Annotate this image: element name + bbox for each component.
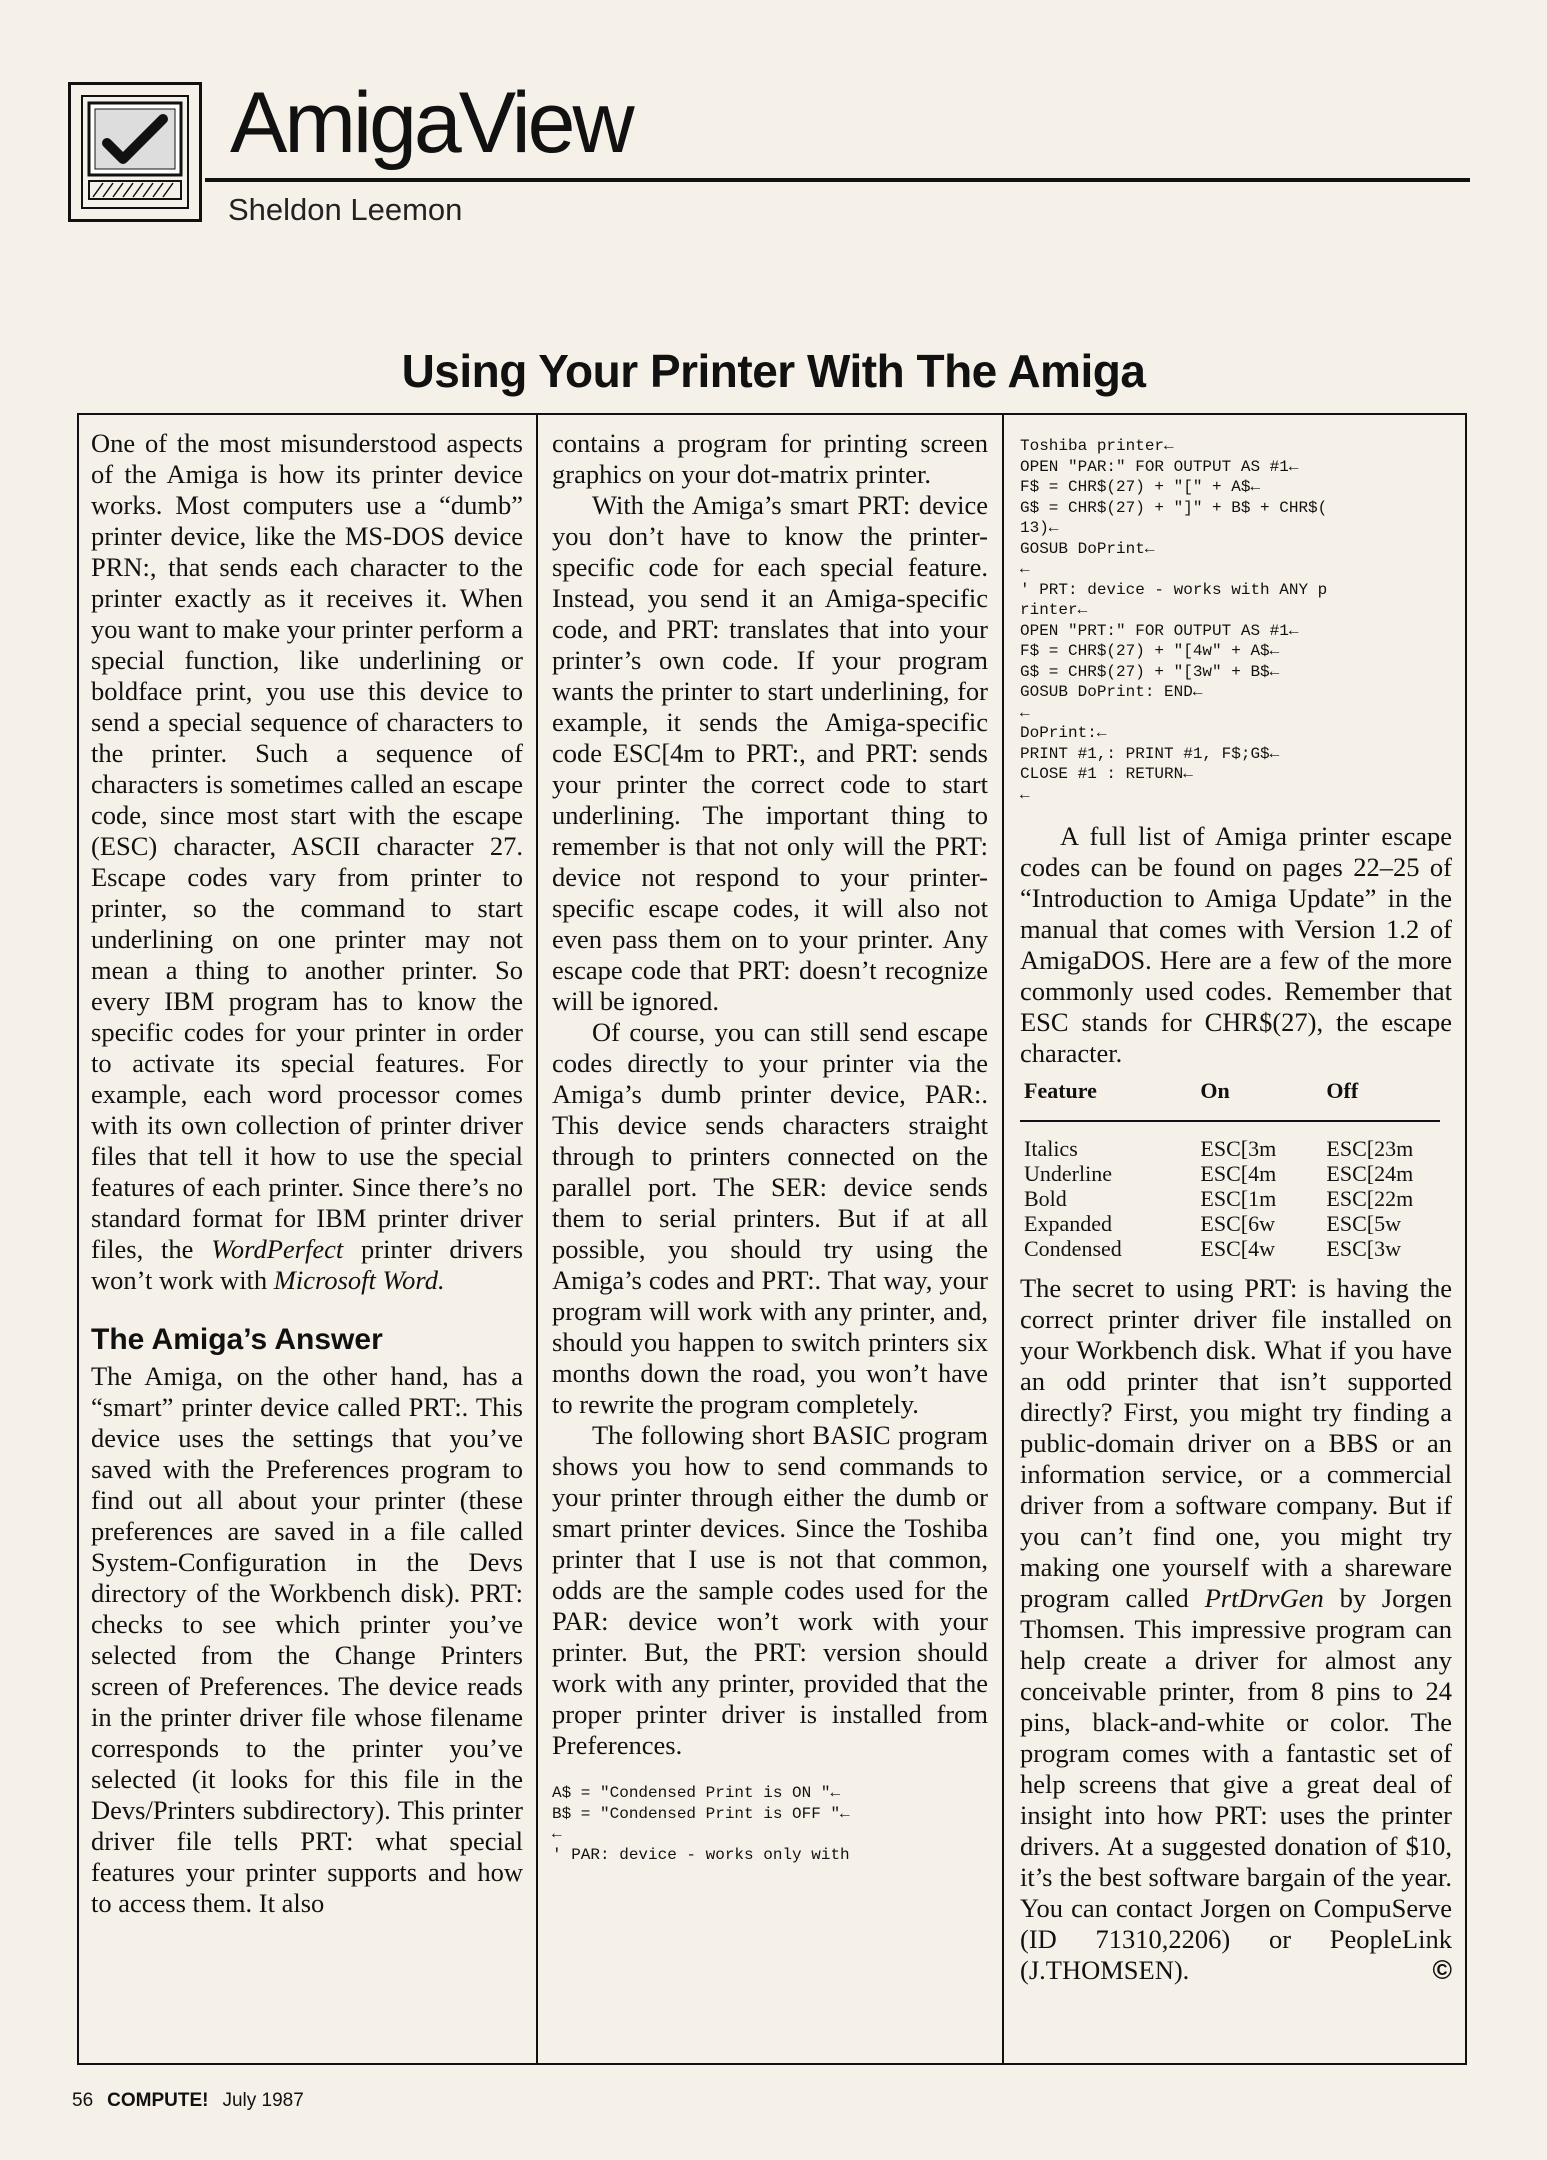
- table-row: [1020, 1236, 1440, 1261]
- paragraph-escape-codes: A full list of Amiga printer escape codes can be found on pages 22–25 of “Introduction to Amiga Update” in the manual that comes with Version 1.2 of AmigaDOS. Here are a few of the more commonly used codes. Remember that ESC stands for CHR$(27), the escape character.: [1020, 821, 1452, 1068]
- table-cell: Italics: [1024, 1136, 1078, 1161]
- paragraph-answer: The Amiga, on the other hand, has a “smart” printer device called PRT:. This device uses the settings that you’ve saved with the Preferences program to find out all about your printer (these preferences are saved in a file called System-Configuration in the Devs directory of the Workbench disk). PRT: checks to see which printer you’ve selected from the Change Printers screen of Preferences. The device reads in the printer driver file whose filename corresponds to the printer you’ve selected (it looks for this file in the Devs/Printers subdirectory). This printer driver file tells PRT: what special features your printer supports and how to access them. It also: [91, 1361, 523, 1918]
- header-rule: [205, 178, 1470, 182]
- page-footer: [72, 2090, 304, 2112]
- table-cell: ESC[23m: [1326, 1136, 1414, 1161]
- checkmark-monitor-icon: [83, 97, 187, 207]
- table-row: [1020, 1161, 1440, 1186]
- table-cell: ESC[24m: [1326, 1161, 1414, 1186]
- table-cell: Bold: [1024, 1186, 1067, 1211]
- column-1: [91, 428, 523, 1919]
- table-cell: ESC[22m: [1326, 1186, 1414, 1211]
- column-divider-2: [1002, 413, 1004, 2065]
- table-header: Feature: [1020, 1075, 1196, 1121]
- basic-code-listing-part2: Toshiba printer← OPEN "PAR:" FOR OUTPUT AS #1← F$ = CHR$(27) + "[" + A$← G$ = CHR$(27) + "]" + B$ + CHR$( 13)← GOSUB DoPrint← ← ' PRT: device - works with ANY p rinter← OPEN "PRT:" FOR OUTPUT AS #1← F$ = CHR$(27) + "[4w" + A$← G$ = CHR$(27) + "[3w" + B$← GOSUB DoPrint: END← ← DoPrint:← PRINT #1,: PRINT #1, F$;G$← CLOSE #1 : RETURN← ←: [1020, 437, 1328, 804]
- monitor-icon: [81, 95, 189, 209]
- table-cell: ESC[3w: [1326, 1236, 1401, 1261]
- table-cell: ESC[5w: [1326, 1211, 1401, 1236]
- paragraph-par-device: Of course, you can still send escape codes directly to your printer via the Amiga’s dumb printer device, PAR:. This device sends characters straight through to printers connected on the parallel port. The SER: device sends them to serial printers. But if at all possible, you should try using the Amiga’s codes and PRT:. That way, your program will work with any printer, and, should you happen to switch printers six months down the road, you won’t have to rewrite the program completely.: [552, 1017, 988, 1419]
- subheading: The Amiga’s Answer: [91, 1323, 383, 1356]
- author-byline: Sheldon Leemon: [228, 192, 463, 227]
- article-headline: Using Your Printer With The Amiga: [401, 345, 1146, 397]
- table-cell: Condensed: [1024, 1236, 1122, 1261]
- magazine-name: COMPUTE!: [107, 2090, 209, 2111]
- column-logo: [68, 82, 202, 222]
- table-cell: ESC[4w: [1200, 1236, 1275, 1261]
- table-row: [1020, 1121, 1440, 1161]
- paragraph-intro: One of the most misunderstood aspects of the Amiga is how its printer device works. Most computers use a “dumb” printer device, like the MS-DOS device PRN:, that sends each character to the printer exactly as it receives it. When you want to make your printer perform a special function, like underlining or boldface print, you use this device to send a special sequence of characters to the printer. Such a sequence of characters is sometimes called an escape code, since most start with the escape (ESC) character, ASCII character 27. Escape codes vary from printer to printer, so the command to start underlining on one printer may not mean a thing to another printer. So every IBM program has to know the specific codes for your printer in order to activate its special features. For example, each word processor comes with its own collection of printer driver files that tell it how to use the special features of each printer. Since there’s no standard format for IBM printer driver files, the WordPerfect printer drivers won’t work with Microsoft Word.: [91, 428, 524, 1295]
- table-cell: ESC[3m: [1200, 1136, 1277, 1161]
- basic-code-listing-part1: A$ = "Condensed Print is ON "← B$ = "Condensed Print is OFF "← ← ' PAR: device - works only with: [552, 1784, 850, 1864]
- end-mark-icon: ©: [1432, 1955, 1452, 1985]
- table-row: [1020, 1211, 1440, 1236]
- page-number: 56: [72, 2090, 94, 2111]
- paragraph-continued: contains a program for printing screen graphics on your dot-matrix printer.: [552, 428, 988, 489]
- paragraph-smart-prt: With the Amiga’s smart PRT: device you don’t have to know the printer-specific code for each special feature. Instead, you send it an Amiga-specific code, and PRT: translates that into your printer’s own code. If your program wants the printer to start underlining, for example, it sends the Amiga-specific code ESC[4m to PRT:, and PRT: sends your printer the correct code to start underlining. The important thing to remember is that not only will the PRT: device not respond to your printer-specific escape codes, it will also not even pass them on to your printer. Any escape code that PRT: doesn’t recognize will be ignored.: [552, 490, 988, 1016]
- column-3: [1020, 436, 1452, 1986]
- table-cell: ESC[6w: [1200, 1211, 1275, 1236]
- table-cell: ESC[1m: [1200, 1186, 1277, 1211]
- paragraph-prtdrvgen: The secret to using PRT: is having the correct printer driver file installed on your Workbench disk. What if you have an odd printer that isn’t supported directly? First, you might try finding a public-domain driver on a BBS or an information service, or a commercial driver from a software company. But if you can’t find one, you might try making one yourself with a shareware program called PrtDrvGen by Jorgen Thomsen. This impressive program can help create a driver for almost any conceivable printer, from 8 pins to 24 pins, black-and-white or color. The program comes with a fantastic set of help screens that give a great deal of insight into how PRT: uses the printer drivers. At a suggested donation of $10, it’s the best software bargain of the year. You can contact Jorgen on CompuServe (ID 71310,2206) or PeopleLink (J.THOMSEN). ©: [1020, 1273, 1452, 1985]
- paragraph-basic-intro: The following short BASIC program shows you how to send commands to your printer through either the dumb or smart printer devices. Since the Toshiba printer that I use is not that common, odds are the sample codes used for the PAR: device won’t work with your printer. But, the PRT: version should work with any printer, provided that the proper printer driver is installed from Preferences.: [552, 1420, 988, 1760]
- escape-code-table: [1020, 1075, 1440, 1261]
- issue-date: July 1987: [222, 2090, 304, 2111]
- column-name: AmigaView: [230, 75, 632, 171]
- table-header: Off: [1322, 1075, 1440, 1121]
- table-cell: Underline: [1024, 1161, 1112, 1186]
- table-header: On: [1196, 1075, 1322, 1121]
- column-divider-1: [536, 413, 538, 2065]
- column-2: [552, 428, 988, 1865]
- table-cell: ESC[4m: [1200, 1161, 1277, 1186]
- table-row: [1020, 1186, 1440, 1211]
- table-header-row: [1020, 1075, 1440, 1121]
- table-cell: Expanded: [1024, 1211, 1112, 1236]
